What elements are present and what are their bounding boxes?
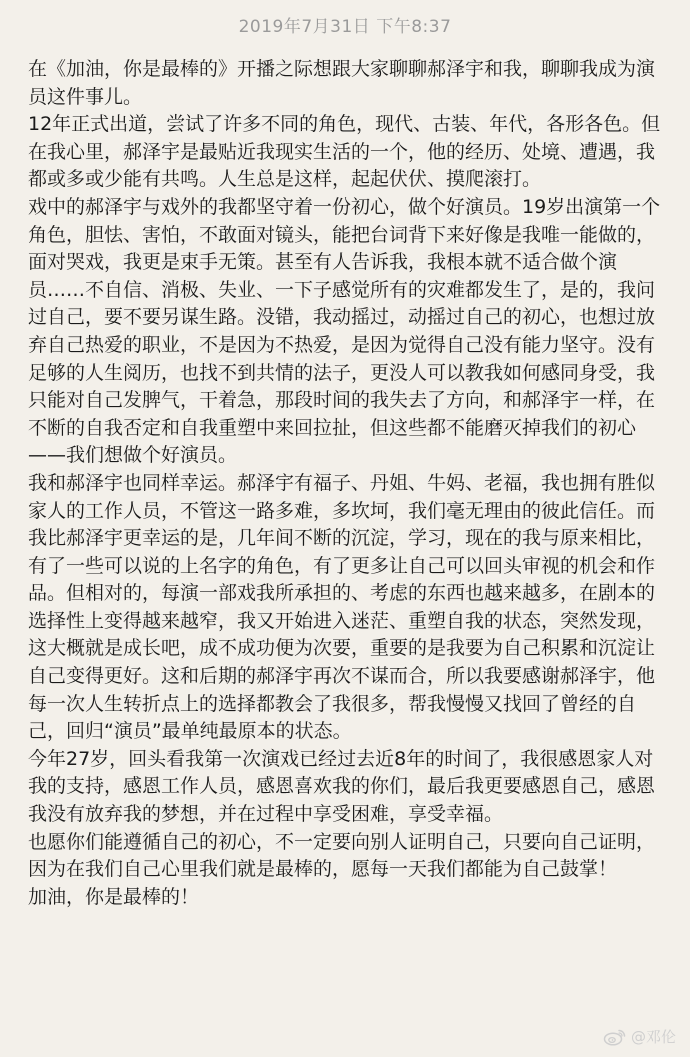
paragraph-4: 我和郝泽宇也同样幸运。郝泽宇有福子、丹姐、牛妈、老福，我也拥有胜似家人的工作人员，不管这一路多难，多坎坷，我们毫无理由的彼此信任。而我比郝泽宇更幸运的是，几年间不断的沉淀，学习，现在的我与原来相比，有了一些可以说的上名字的角色，有了更多让自己可以回头审视的机会和作品。但相对的，每演一部戏我所承担的、考虑的东西也越来越多，在剧本的选择性上变得越来越窄，我又开始进入迷茫、重塑自我的状态，突然发现，这大概就是成长吧，成不成功便为次要，重要的是我要为自己积累和沉淀让自己变得更好。这和后期的郝泽宇再次不谋而合，所以我要感谢郝泽宇，他每一次人生转折点上的选择都教会了我很多，帮我慢慢又找回了曾经的自己，回归“演员”最单纯最原本的状态。 [28, 471, 656, 743]
weibo-icon [603, 1028, 627, 1046]
weibo-watermark [603, 1026, 676, 1047]
paragraph-2: 12年正式出道，尝试了许多不同的角色，现代、古装、年代，各形各色。但在我心里，郝泽宇是最贴近我现实生活的一个，他的经历、处境、遭遇，我都或多或少能有共鸣。人生总是这样，起起伏伏、摸爬滚打。 [28, 113, 661, 191]
paragraph-3: 戏中的郝泽宇与戏外的我都坚守着一份初心，做个好演员。19岁出演第一个角色，胆怯、害怕，不敢面对镜头，能把台词背下来好像是我唯一能做的，面对哭戏，我更是束手无策。甚至有人告诉我，我根本就不适合做个演员……不自信、消极、失业、一下子感觉所有的灾难都发生了，是的，我问过自己，要不要另谋生路。没错，我动摇过，动摇过自己的初心，也想过放弃自己热爱的职业，不是因为不热爱，是因为觉得自己没有能力坚守。没有足够的人生阅历，也找不到共情的法子，更没人可以教我如何感同身受，我只能对自己发脾气，干着急，那段时间的我失去了方向，和郝泽宇一样，在不断的自我否定和自我重塑中来回拉扯，但这些都不能磨灭掉我们的初心——我们想做个好演员。 [28, 195, 661, 467]
note-date: 2019年7月31日 下午8:37 [238, 17, 452, 37]
paragraph-7: 加油，你是最棒的！ [28, 885, 200, 908]
note-body [28, 56, 668, 911]
watermark-handle: @邓伦 [630, 1028, 676, 1046]
paragraph-5: 今年27岁，回头看我第一次演戏已经过去近8年的时间了，我很感恩家人对我的支持，感恩工作人员，感恩喜欢我的你们，最后我更要感恩自己，感恩我没有放弃我的梦想，并在过程中享受困难，享受幸福。 [28, 747, 656, 826]
paragraph-1: 在《加油，你是最棒的》开播之际想跟大家聊聊郝泽宇和我，聊聊我成为演员这件事儿。 [28, 58, 656, 108]
paragraph-6: 也愿你们能遵循自己的初心，不一定要向别人证明自己，只要向自己证明，因为在我们自己心里我们就是最棒的，愿每一天我们都能为自己鼓掌！ [28, 830, 656, 881]
